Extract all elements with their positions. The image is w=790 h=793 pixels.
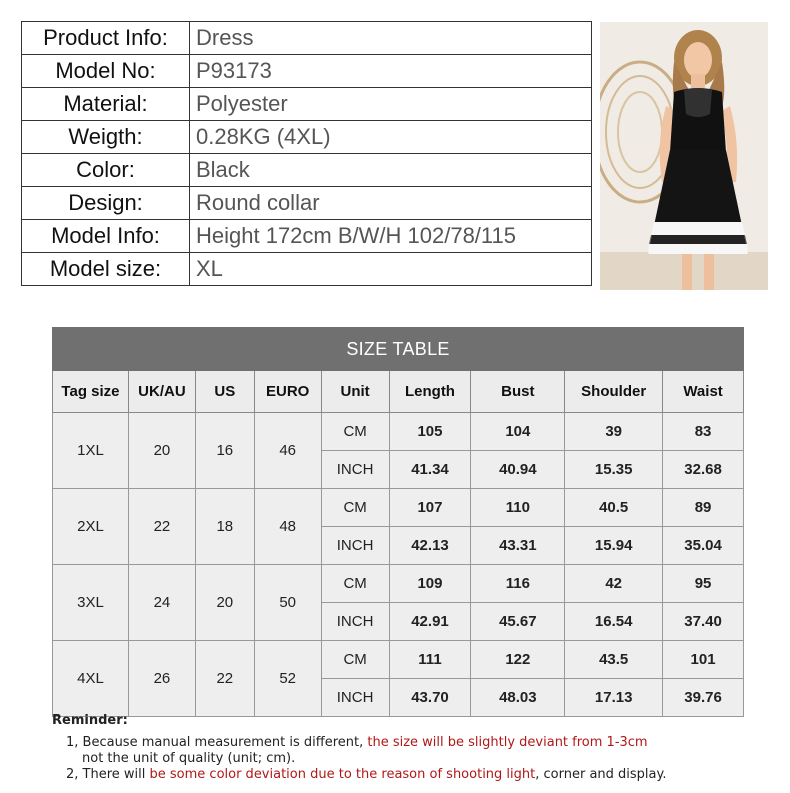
column-header: Bust	[471, 371, 565, 413]
table-row	[53, 489, 744, 527]
column-header: EURO	[254, 371, 321, 413]
info-label: Model No:	[22, 55, 190, 88]
table-row	[53, 565, 744, 603]
shoulder-cell: 15.35	[565, 451, 663, 489]
bust-cell: 45.67	[471, 603, 565, 641]
column-header: US	[195, 371, 254, 413]
uk-au-cell: 26	[128, 641, 195, 717]
length-cell: 43.70	[389, 679, 471, 717]
info-value: Black	[190, 154, 592, 187]
tag-size-cell: 4XL	[53, 641, 129, 717]
reminder-notes	[52, 713, 772, 783]
reminder-highlight: the size will be slightly deviant from 1-3cm	[367, 735, 648, 750]
us-cell: 16	[195, 413, 254, 489]
size-table-caption: SIZE TABLE	[53, 328, 744, 371]
length-cell: 41.34	[389, 451, 471, 489]
info-row	[22, 22, 592, 55]
length-cell: 111	[389, 641, 471, 679]
bust-cell: 48.03	[471, 679, 565, 717]
info-value: 0.28KG (4XL)	[190, 121, 592, 154]
reminder-text: 2, There will	[66, 767, 150, 782]
product-info-table	[21, 21, 592, 286]
column-header: Shoulder	[565, 371, 663, 413]
info-label: Model Info:	[22, 220, 190, 253]
length-cell: 42.13	[389, 527, 471, 565]
info-value: XL	[190, 253, 592, 286]
waist-cell: 95	[663, 565, 744, 603]
waist-cell: 89	[663, 489, 744, 527]
tag-size-cell: 3XL	[53, 565, 129, 641]
info-row	[22, 88, 592, 121]
shoulder-cell: 40.5	[565, 489, 663, 527]
waist-cell: 83	[663, 413, 744, 451]
reminder-text: 1, Because manual measurement is different,	[66, 735, 368, 750]
unit-cell: CM	[321, 565, 389, 603]
info-value: P93173	[190, 55, 592, 88]
unit-cell: INCH	[321, 679, 389, 717]
model-wearing-dress-image	[600, 22, 768, 290]
bust-cell: 122	[471, 641, 565, 679]
product-photo	[600, 22, 768, 290]
length-cell: 105	[389, 413, 471, 451]
euro-cell: 50	[254, 565, 321, 641]
column-header: UK/AU	[128, 371, 195, 413]
shoulder-cell: 43.5	[565, 641, 663, 679]
tag-size-cell: 1XL	[53, 413, 129, 489]
table-row	[53, 413, 744, 451]
info-label: Model size:	[22, 253, 190, 286]
column-header: Length	[389, 371, 471, 413]
column-header: Unit	[321, 371, 389, 413]
unit-cell: CM	[321, 413, 389, 451]
waist-cell: 32.68	[663, 451, 744, 489]
bust-cell: 40.94	[471, 451, 565, 489]
unit-cell: INCH	[321, 451, 389, 489]
info-label: Design:	[22, 187, 190, 220]
unit-cell: INCH	[321, 603, 389, 641]
unit-cell: INCH	[321, 527, 389, 565]
euro-cell: 52	[254, 641, 321, 717]
reminder-line-2	[52, 766, 772, 783]
shoulder-cell: 42	[565, 565, 663, 603]
info-value: Polyester	[190, 88, 592, 121]
us-cell: 22	[195, 641, 254, 717]
info-row	[22, 220, 592, 253]
info-row	[22, 121, 592, 154]
info-value: Dress	[190, 22, 592, 55]
info-value: Height 172cm B/W/H 102/78/115	[190, 220, 592, 253]
bust-cell: 43.31	[471, 527, 565, 565]
reminder-highlight: be some color deviation due to the reason of shooting light	[149, 767, 536, 782]
info-label: Product Info:	[22, 22, 190, 55]
shoulder-cell: 39	[565, 413, 663, 451]
length-cell: 107	[389, 489, 471, 527]
euro-cell: 46	[254, 413, 321, 489]
info-row	[22, 253, 592, 286]
us-cell: 18	[195, 489, 254, 565]
info-value: Round collar	[190, 187, 592, 220]
info-label: Material:	[22, 88, 190, 121]
info-row	[22, 154, 592, 187]
uk-au-cell: 20	[128, 413, 195, 489]
size-table	[52, 327, 744, 717]
uk-au-cell: 24	[128, 565, 195, 641]
waist-cell: 35.04	[663, 527, 744, 565]
info-label: Color:	[22, 154, 190, 187]
length-cell: 109	[389, 565, 471, 603]
unit-cell: CM	[321, 489, 389, 527]
bust-cell: 110	[471, 489, 565, 527]
reminder-text: , corner and display.	[535, 767, 667, 782]
size-table-header-row	[53, 371, 744, 413]
info-row	[22, 55, 592, 88]
reminder-line-1	[52, 734, 772, 751]
waist-cell: 39.76	[663, 679, 744, 717]
shoulder-cell: 16.54	[565, 603, 663, 641]
column-header: Tag size	[53, 371, 129, 413]
bust-cell: 116	[471, 565, 565, 603]
unit-cell: CM	[321, 641, 389, 679]
tag-size-cell: 2XL	[53, 489, 129, 565]
reminder-title: Reminder:	[52, 713, 128, 728]
table-row	[53, 641, 744, 679]
reminder-line-1-continued: not the unit of quality (unit; cm).	[82, 751, 296, 766]
shoulder-cell: 15.94	[565, 527, 663, 565]
euro-cell: 48	[254, 489, 321, 565]
info-row	[22, 187, 592, 220]
waist-cell: 101	[663, 641, 744, 679]
column-header: Waist	[663, 371, 744, 413]
uk-au-cell: 22	[128, 489, 195, 565]
bust-cell: 104	[471, 413, 565, 451]
length-cell: 42.91	[389, 603, 471, 641]
info-label: Weigth:	[22, 121, 190, 154]
shoulder-cell: 17.13	[565, 679, 663, 717]
waist-cell: 37.40	[663, 603, 744, 641]
us-cell: 20	[195, 565, 254, 641]
